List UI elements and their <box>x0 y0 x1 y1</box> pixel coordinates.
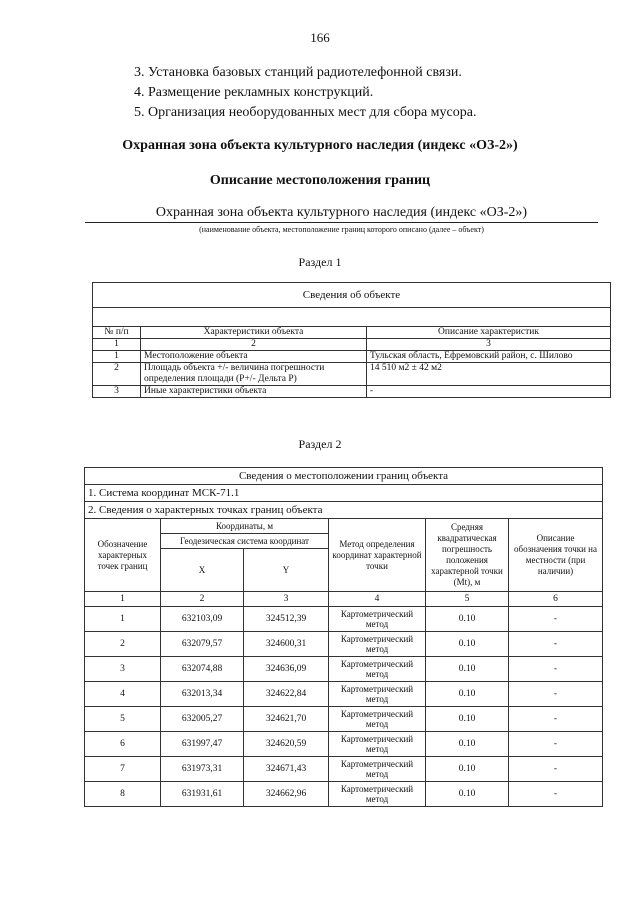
column-number: 2 <box>141 339 367 351</box>
point-number: 2 <box>85 632 161 657</box>
description-cell: - <box>509 682 603 707</box>
column-number: 3 <box>244 592 329 607</box>
description-cell: - <box>509 782 603 807</box>
table-row <box>93 386 611 398</box>
table-row <box>93 363 611 386</box>
characteristic-value: - <box>367 386 611 398</box>
accuracy-cell: 0.10 <box>426 682 509 707</box>
description-cell: - <box>509 607 603 632</box>
coordinate-y: 324512,39 <box>244 607 329 632</box>
coordinate-system: 1. Система координат МСК-71.1 <box>85 485 603 502</box>
table-row <box>93 351 611 363</box>
point-number: 5 <box>85 707 161 732</box>
row-number: 1 <box>93 351 141 363</box>
characteristic-value: 14 510 м2 ± 42 м2 <box>367 363 611 386</box>
coordinate-y: 324621,70 <box>244 707 329 732</box>
coordinate-y: 324620,59 <box>244 732 329 757</box>
column-number: 4 <box>329 592 426 607</box>
table-row <box>85 707 603 732</box>
accuracy-cell: 0.10 <box>426 657 509 682</box>
header-y: Y <box>244 549 329 592</box>
header-cell: Описание характеристик <box>367 327 611 339</box>
method-cell: Картометрический метод <box>329 707 426 732</box>
point-number: 3 <box>85 657 161 682</box>
list-item: 3. Установка базовых станций радиотелефонной связи. <box>134 65 462 80</box>
page-number: 166 <box>310 30 330 45</box>
description-cell: - <box>509 757 603 782</box>
coordinate-y: 324671,43 <box>244 757 329 782</box>
zone-name: Охранная зона объекта культурного наследия (индекс «ОЗ-2») <box>85 205 598 223</box>
characteristic-name: Местоположение объекта <box>141 351 367 363</box>
accuracy-cell: 0.10 <box>426 732 509 757</box>
column-number: 1 <box>93 339 141 351</box>
header-designation: Обозначение характерных точек границ <box>85 519 161 592</box>
characteristic-value: Тульская область, Ефремовский район, с. Шилово <box>367 351 611 363</box>
method-cell: Картометрический метод <box>329 607 426 632</box>
accuracy-cell: 0.10 <box>426 782 509 807</box>
accuracy-cell: 0.10 <box>426 632 509 657</box>
coordinate-x: 632103,09 <box>161 607 244 632</box>
table-row <box>85 682 603 707</box>
boundary-heading: Описание местоположения границ <box>209 173 431 188</box>
description-cell: - <box>509 707 603 732</box>
header-geo-system: Геодезическая система координат <box>161 534 329 549</box>
table-row <box>85 657 603 682</box>
row-number: 2 <box>93 363 141 386</box>
accuracy-cell: 0.10 <box>426 757 509 782</box>
boundary-points-title: Сведения о местоположении границ объекта <box>85 468 603 485</box>
table-row <box>85 732 603 757</box>
row-number: 3 <box>93 386 141 398</box>
zone-heading: Охранная зона объекта культурного наследия (индекс «ОЗ-2») <box>122 138 518 153</box>
section-1-label: Раздел 1 <box>298 255 342 269</box>
header-description: Описание обозначения точки на местности (при наличии) <box>509 519 603 592</box>
coordinate-y: 324622,84 <box>244 682 329 707</box>
header-cell: № п/п <box>93 327 141 339</box>
accuracy-cell: 0.10 <box>426 607 509 632</box>
method-cell: Картометрический метод <box>329 657 426 682</box>
coordinate-x: 631997,47 <box>161 732 244 757</box>
coordinate-y: 324636,09 <box>244 657 329 682</box>
zone-caption: (наименование объекта, местоположение границ которого описано (далее – объект) <box>199 225 484 234</box>
column-number: 5 <box>426 592 509 607</box>
header-cell: Характеристики объекта <box>141 327 367 339</box>
description-cell: - <box>509 657 603 682</box>
table-row <box>85 632 603 657</box>
point-number: 8 <box>85 782 161 807</box>
list-item: 5. Организация необорудованных мест для сбора мусора. <box>134 105 477 120</box>
table-row <box>85 782 603 807</box>
column-number: 2 <box>161 592 244 607</box>
point-number: 1 <box>85 607 161 632</box>
table-row <box>85 757 603 782</box>
coordinate-x: 632079,57 <box>161 632 244 657</box>
method-cell: Картометрический метод <box>329 682 426 707</box>
method-cell: Картометрический метод <box>329 632 426 657</box>
header-accuracy: Средняя квадратическая погрешность положения характерной точки (Mt), м <box>426 519 509 592</box>
column-number: 6 <box>509 592 603 607</box>
accuracy-cell: 0.10 <box>426 707 509 732</box>
coordinate-x: 632005,27 <box>161 707 244 732</box>
point-number: 6 <box>85 732 161 757</box>
boundary-points-table <box>84 467 603 807</box>
object-info-title: Сведения об объекте <box>93 283 611 308</box>
header-x: X <box>161 549 244 592</box>
column-number: 3 <box>367 339 611 351</box>
method-cell: Картометрический метод <box>329 757 426 782</box>
coordinate-x: 632013,34 <box>161 682 244 707</box>
list-item: 4. Размещение рекламных конструкций. <box>134 85 374 100</box>
points-heading: 2. Сведения о характерных точках границ объекта <box>85 502 603 519</box>
header-coordinates: Координаты, м <box>161 519 329 534</box>
header-method: Метод определения координат характерной точки <box>329 519 426 592</box>
coordinate-y: 324600,31 <box>244 632 329 657</box>
characteristic-name: Площадь объекта +/- величина погрешности определения площади (P+/- Дельта P) <box>141 363 367 386</box>
table-row <box>85 607 603 632</box>
description-cell: - <box>509 632 603 657</box>
column-number: 1 <box>85 592 161 607</box>
point-number: 7 <box>85 757 161 782</box>
description-cell: - <box>509 732 603 757</box>
characteristic-name: Иные характеристики объекта <box>141 386 367 398</box>
allowed-activities-list <box>134 63 476 123</box>
point-number: 4 <box>85 682 161 707</box>
section-2-label: Раздел 2 <box>298 437 342 451</box>
coordinate-x: 632074,88 <box>161 657 244 682</box>
coordinate-y: 324662,96 <box>244 782 329 807</box>
method-cell: Картометрический метод <box>329 782 426 807</box>
coordinate-x: 631931,61 <box>161 782 244 807</box>
method-cell: Картометрический метод <box>329 732 426 757</box>
object-info-table <box>92 282 611 398</box>
coordinate-x: 631973,31 <box>161 757 244 782</box>
blank-row <box>93 308 611 327</box>
